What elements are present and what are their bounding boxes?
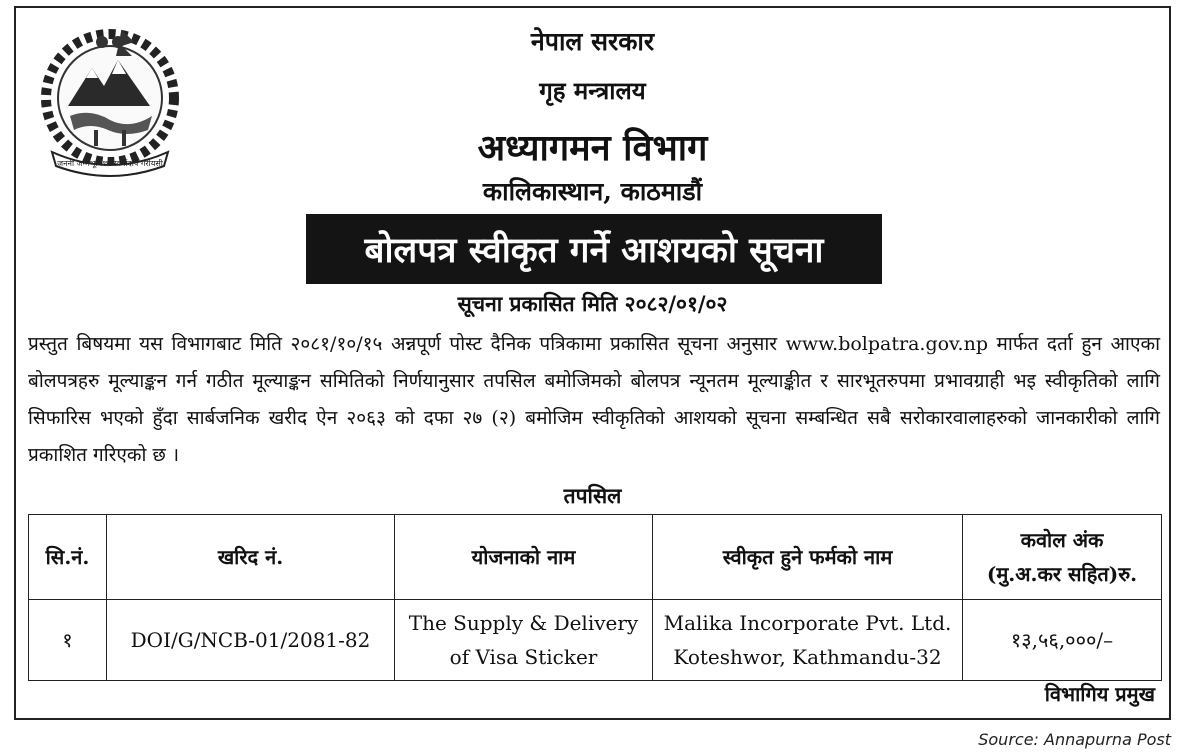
cell-bid-amount: १३,५६,०००/– (963, 600, 1162, 681)
government-name: नेपाल सरकार (530, 27, 655, 56)
table-header-row (29, 515, 1162, 600)
header-project-name: योजनाको नाम (395, 515, 653, 600)
ministry-name: गृह मन्त्रालय (539, 76, 646, 105)
department-address: कालिकास्थान, काठमाडौं (482, 177, 703, 206)
cell-firm-name (653, 600, 963, 681)
header-serial: सि.नं. (29, 515, 107, 600)
project-name-line1: The Supply & Delivery (408, 611, 639, 635)
notice-title: बोलपत्र स्वीकृत गर्ने आशयको सूचना (364, 229, 824, 271)
project-name-line2: of Visa Sticker (449, 645, 598, 669)
notice-title-banner (306, 214, 882, 284)
source-credit: Source: Annapurna Post (978, 730, 1171, 749)
emblem-caption: जननी जन्मभूमिश्च स्वर्गादपि गरीयसी (57, 159, 163, 168)
schedule-heading: तपसिल (563, 483, 622, 508)
firm-name-line2: Koteshwor, Kathmandu-32 (673, 645, 942, 669)
cell-serial: १ (29, 600, 107, 681)
header-procurement-no: खरिद नं. (107, 515, 395, 600)
table-row (29, 600, 1162, 681)
bid-table (28, 514, 1162, 681)
firm-name-line1: Malika Incorporate Pvt. Ltd. (663, 611, 952, 635)
header-bid-amount-line2: (मु.अ.कर सहित)रु. (986, 562, 1138, 586)
header-bid-amount-line1: कवोल अंक (1020, 528, 1104, 552)
notice-body: प्रस्तुत बिषयमा यस विभागबाट मिति २०८१/१०/१५ अन्नपूर्ण पोस्ट दैनिक पत्रिकामा प्रकासित सूचना अनुसार www.bolpatra.gov.np मार्फत दर्ता हुन आएका बोलपत्रहरु मूल्याङ्कन गर्न गठीत मूल्याङ्कन समितिको निर्णयानुसार तपसिल बमोजिमको बोलपत्र न्यूनतम मूल्याङ्कीत र सारभूतरुपमा प्रभावग्राही भइ स्वीकृतिको लागि सिफारिस भएको हुँदा सार्बजनिक खरीद ऐन २०६३ को दफा २७ (२) बमोजिम स्वीकृतिको आशयको सूचना सम्बन्धित सबै सरोकारवालाहरुको जानकारीको लागि प्रकाशित गरिएको छ । (28, 333, 1160, 466)
cell-procurement-no: DOI/G/NCB-01/2081-82 (107, 600, 395, 681)
signoff: विभागिय प्रमुख (1044, 682, 1155, 706)
cell-project-name (395, 600, 653, 681)
header-firm-name: स्वीकृत हुने फर्मको नाम (653, 515, 963, 600)
published-date: सूचना प्रकासित मिति २०८२/०१/०२ (457, 291, 728, 316)
notice-frame (14, 6, 1171, 720)
header-bid-amount (963, 515, 1162, 600)
department-name: अध्यागमन विभाग (477, 127, 708, 169)
